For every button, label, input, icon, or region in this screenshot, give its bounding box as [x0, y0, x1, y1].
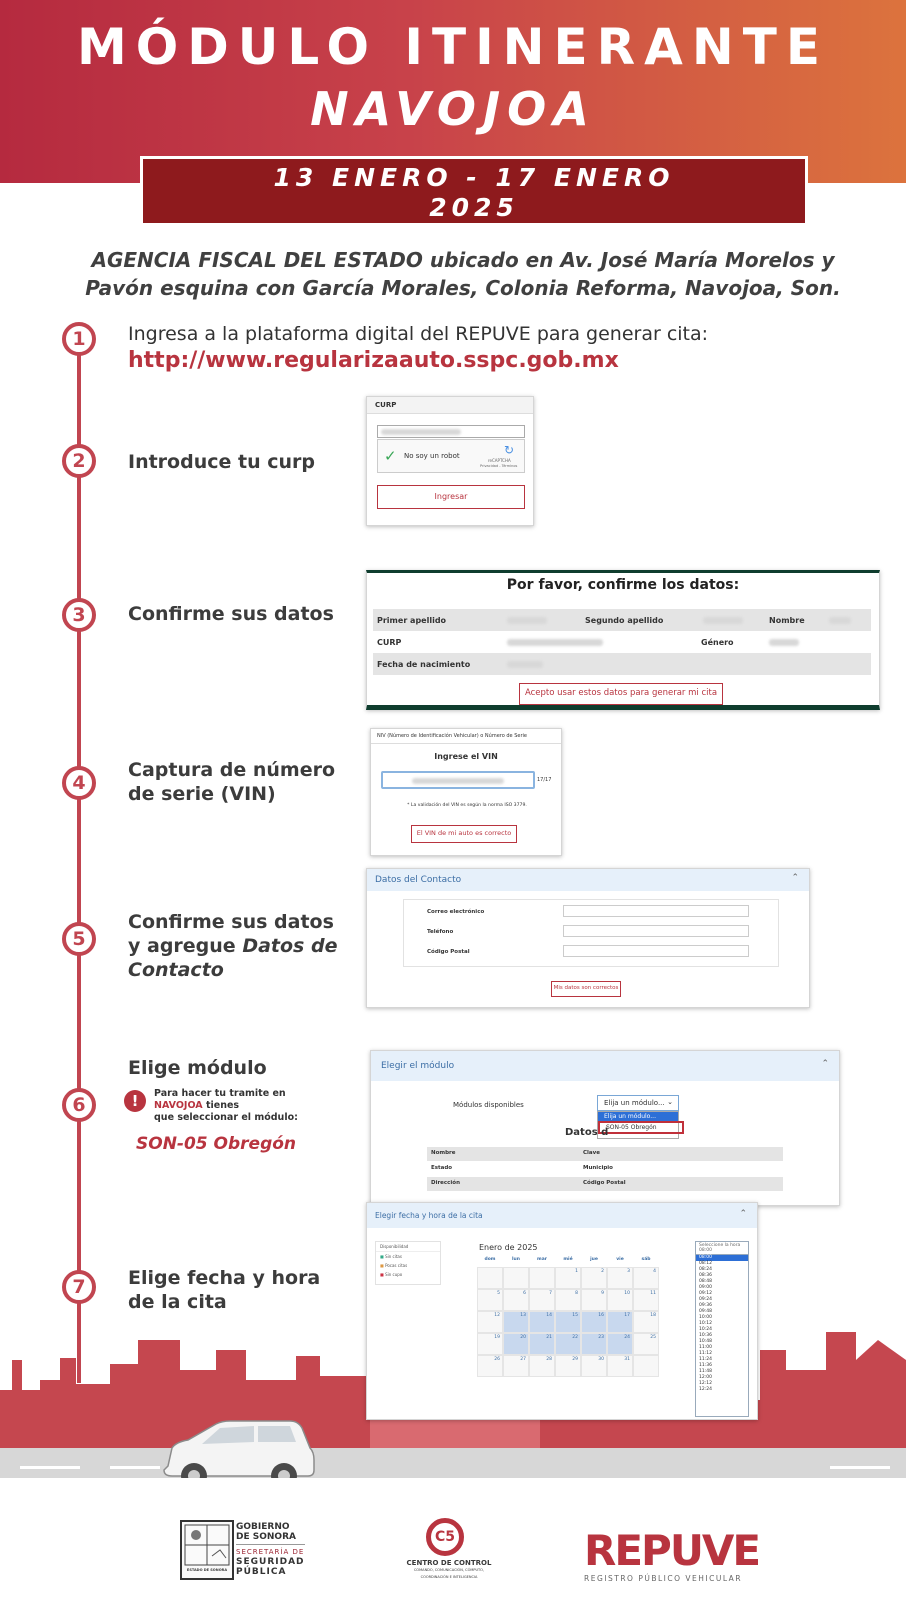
weekday-label: mié	[563, 1257, 573, 1262]
check-icon: ✓	[384, 447, 397, 465]
step-2-number: 2	[62, 444, 96, 478]
recaptcha-brand: reCAPTCHA	[488, 458, 511, 463]
confirm-data-screenshot	[366, 570, 880, 710]
step-6-text: Elige módulo	[128, 1057, 267, 1079]
step-3-number: 3	[62, 598, 96, 632]
label-fecha-nacimiento: Fecha de nacimiento	[377, 660, 471, 669]
time-option[interactable]: 09:24	[699, 1297, 712, 1302]
time-option[interactable]: 11:24	[699, 1357, 712, 1362]
legend-item-label: Pocas citas	[385, 1263, 408, 1268]
legend-dot-icon: ■	[380, 1263, 384, 1268]
calendar-day[interactable]: 30	[581, 1355, 607, 1377]
weekday-label: mar	[537, 1257, 547, 1262]
time-option[interactable]: 12:12	[699, 1381, 712, 1386]
calendar-day[interactable]: 27	[503, 1355, 529, 1377]
module-header	[371, 1051, 839, 1081]
time-selected-value: 08:00	[699, 1248, 712, 1253]
module-screenshot	[370, 1050, 840, 1206]
time-option[interactable]: 11:00	[699, 1345, 712, 1350]
legend-item	[376, 1261, 440, 1270]
collapse-icon[interactable]: ⌃	[791, 873, 799, 883]
vin-counter: 17/17	[537, 777, 552, 783]
repuve-link[interactable]: http://www.regularizaauto.sspc.gob.mx	[128, 348, 619, 373]
weekday-label: dom	[484, 1257, 496, 1262]
calendar-day[interactable]: 17	[607, 1311, 633, 1333]
calendar-day[interactable]: 15	[555, 1311, 581, 1333]
weekday-label: vie	[616, 1257, 624, 1262]
title-line-1: MÓDULO ITINERANTE	[77, 18, 829, 76]
gob-line-4: SEGURIDAD	[236, 1557, 305, 1567]
step-5-line-2	[128, 934, 337, 958]
calendar-day[interactable]: 29	[555, 1355, 581, 1377]
step-1-text: Ingresa a la plataforma digital del REPUVE para generar cita:	[128, 323, 709, 345]
label-nombre: Nombre	[769, 616, 805, 625]
postal-code-label: Código Postal	[427, 949, 470, 955]
email-label: Correo electrónico	[427, 909, 485, 915]
legend-item-label: Sin cupo	[385, 1272, 403, 1277]
calendar-day[interactable]: 12	[477, 1311, 503, 1333]
accept-data-button[interactable]: Acepto usar estos datos para generar mi cita	[519, 683, 723, 705]
step-5-text	[128, 910, 337, 982]
calendar-month: Enero de 2025	[479, 1243, 538, 1252]
time-option[interactable]: 11:48	[699, 1369, 712, 1374]
calendar-grid	[477, 1257, 659, 1397]
weekday-label: jue	[590, 1257, 598, 1262]
calendar-day[interactable]: 3	[607, 1267, 633, 1289]
calendar-day	[503, 1267, 529, 1289]
row-estado: Estado	[431, 1165, 453, 1171]
curp-input[interactable]	[377, 425, 525, 438]
time-option[interactable]: 10:12	[699, 1321, 712, 1326]
time-option[interactable]: 11:12	[699, 1351, 712, 1356]
calendar-day[interactable]: 31	[607, 1355, 633, 1377]
time-option[interactable]: 11:36	[699, 1363, 712, 1368]
phone-label: Teléfono	[427, 929, 454, 935]
module-data-title: Datos d	[565, 1127, 609, 1138]
time-option[interactable]: 10:24	[699, 1327, 712, 1332]
contact-header-label: Datos del Contacto	[375, 875, 462, 885]
module-note	[154, 1088, 298, 1124]
step-4-text	[128, 758, 335, 806]
date-year: 2025	[429, 193, 519, 222]
date-range: 13 ENERO - 17 ENERO	[273, 163, 675, 192]
calendar-week	[477, 1311, 659, 1333]
seal-caption: ESTADO DE SONORA	[186, 1568, 228, 1572]
time-option[interactable]: 08:12	[699, 1261, 712, 1266]
c5-line-1: CENTRO DE CONTROL	[406, 1559, 492, 1567]
module-select[interactable]	[597, 1095, 679, 1111]
step-4-number: 4	[62, 766, 96, 800]
time-option[interactable]: 09:00	[699, 1285, 712, 1290]
calendar-day	[529, 1267, 555, 1289]
calendar-header-label: Elegir fecha y hora de la cita	[375, 1211, 483, 1220]
collapse-icon[interactable]: ⌃	[821, 1059, 829, 1069]
vin-correct-button[interactable]: El VIN de mi auto es correcto	[411, 825, 517, 843]
legend-dot-icon: ■	[380, 1254, 384, 1259]
curp-label: CURP	[367, 397, 533, 414]
postal-code-field[interactable]	[563, 945, 749, 957]
weekday-label: lun	[512, 1257, 520, 1262]
calendar-day[interactable]: 23	[581, 1333, 607, 1355]
calendar-day[interactable]: 25	[633, 1333, 659, 1355]
vin-screenshot	[370, 728, 562, 856]
time-option[interactable]: 08:48	[699, 1279, 712, 1284]
time-option[interactable]: 12:00	[699, 1375, 712, 1380]
calendar-header	[367, 1203, 757, 1228]
step-5-line-2b: Datos de	[242, 935, 338, 957]
contact-screenshot	[366, 868, 810, 1008]
calendar-legend	[375, 1241, 441, 1285]
step-7-line-2: de la cita	[128, 1291, 227, 1313]
module-select-value: Elija un módulo...	[604, 1099, 665, 1107]
email-field[interactable]	[563, 905, 749, 917]
step-2-text: Introduce tu curp	[128, 451, 315, 473]
time-option[interactable]: 10:48	[699, 1339, 712, 1344]
sonora-seal-logo	[180, 1520, 234, 1580]
calendar-day[interactable]: 20	[503, 1333, 529, 1355]
calendar-day[interactable]: 5	[477, 1289, 503, 1311]
collapse-icon[interactable]: ⌃	[739, 1209, 747, 1219]
calendar-day[interactable]: 28	[529, 1355, 555, 1377]
calendar-day[interactable]: 26	[477, 1355, 503, 1377]
step-4-line-2: de serie (VIN)	[128, 783, 276, 805]
c5-logo: C5	[426, 1518, 464, 1556]
time-select-header	[696, 1242, 748, 1255]
module-note-line-3: que seleccionar el módulo:	[154, 1112, 298, 1123]
legend-title: Disponibilidad	[376, 1242, 440, 1252]
module-note-city: NAVOJOA	[154, 1100, 203, 1111]
legend-dot-icon: ■	[380, 1272, 384, 1277]
row-direccion: Dirección	[431, 1180, 460, 1186]
step-7-text	[128, 1266, 320, 1314]
label-primer-apellido: Primer apellido	[377, 616, 447, 625]
c5-line-2: COMANDO, COMUNICACIÓN, CÓMPUTO,	[413, 1568, 485, 1572]
label-segundo-apellido: Segundo apellido	[585, 616, 664, 625]
step-5-number: 5	[62, 922, 96, 956]
calendar-day[interactable]: 2	[581, 1267, 607, 1289]
calendar-week	[477, 1289, 659, 1311]
vin-input[interactable]	[381, 771, 535, 789]
contact-confirm-button[interactable]: Mis datos son correctos	[551, 981, 621, 997]
chevron-down-icon: ⌄	[667, 1098, 673, 1106]
c5-line-3: COORDINACIÓN E INTELIGENCIA	[420, 1575, 478, 1579]
time-select[interactable]	[695, 1241, 749, 1417]
repuve-subtitle: REGISTRO PÚBLICO VEHICULAR	[584, 1574, 743, 1583]
calendar-day[interactable]: 24	[607, 1333, 633, 1355]
row-clave: Clave	[583, 1150, 600, 1156]
step-5-line-1: Confirme sus datos	[128, 911, 334, 933]
module-note-line-1: Para hacer tu tramite en	[154, 1088, 286, 1099]
calendar-screenshot	[366, 1202, 758, 1420]
vin-note: * La validación del VIN es según la norma ISO 3779.	[407, 803, 527, 808]
contact-header	[367, 869, 809, 891]
title-line-2: NAVOJOA	[310, 82, 596, 136]
module-note-tienes: tienes	[202, 1100, 240, 1111]
step-5-line-2a: y agregue	[128, 935, 243, 957]
calendar-day[interactable]: 22	[555, 1333, 581, 1355]
alert-icon: !	[124, 1090, 146, 1112]
calendar-day[interactable]: 19	[477, 1333, 503, 1355]
row-codigo-postal: Código Postal	[583, 1180, 626, 1186]
gob-line-5: PÚBLICA	[236, 1567, 287, 1577]
time-option[interactable]: 08:24	[699, 1267, 712, 1272]
time-option[interactable]: 08:36	[699, 1273, 712, 1278]
step-3-text: Confirme sus datos	[128, 603, 334, 625]
calendar-day[interactable]: 7	[529, 1289, 555, 1311]
time-option[interactable]: 10:00	[699, 1315, 712, 1320]
module-note-line-2	[154, 1100, 298, 1112]
calendar-day	[633, 1355, 659, 1377]
weekday-header	[477, 1257, 659, 1267]
calendar-day[interactable]: 16	[581, 1311, 607, 1333]
vin-label: NIV (Número de Identificación Vehicular) o Número de Serie	[371, 729, 561, 744]
row-nombre: Nombre	[431, 1150, 456, 1156]
legend-item	[376, 1270, 440, 1279]
recaptcha-icon: ↻	[504, 443, 515, 457]
curp-screenshot	[366, 396, 534, 526]
calendar-day[interactable]: 14	[529, 1311, 555, 1333]
module-name: SON-05 Obregón	[136, 1134, 297, 1154]
repuve-logo: REPUVE	[584, 1526, 760, 1575]
module-header-label: Elegir el módulo	[381, 1061, 455, 1071]
calendar-week	[477, 1355, 659, 1377]
date-box	[140, 156, 808, 226]
time-option[interactable]: 10:36	[699, 1333, 712, 1338]
gob-line-3: SECRETARÍA DE	[236, 1544, 305, 1557]
step-1-number: 1	[62, 322, 96, 356]
time-option[interactable]: 09:36	[699, 1303, 712, 1308]
legend-item	[376, 1252, 440, 1261]
time-option[interactable]: 08:00	[696, 1255, 748, 1261]
calendar-day[interactable]: 8	[555, 1289, 581, 1311]
calendar-day[interactable]: 21	[529, 1333, 555, 1355]
recaptcha-terms: Privacidad - Términos	[480, 464, 518, 468]
gobierno-sonora-logo	[236, 1522, 305, 1577]
time-option[interactable]: 09:48	[699, 1309, 712, 1314]
calendar-day[interactable]: 10	[607, 1289, 633, 1311]
calendar-day[interactable]: 6	[503, 1289, 529, 1311]
calendar-day[interactable]: 9	[581, 1289, 607, 1311]
captcha-label: No soy un robot	[404, 452, 460, 460]
label-genero: Género	[701, 638, 734, 647]
step-5-line-3: Contacto	[128, 959, 224, 981]
module-option-2[interactable]: SON-05 Obregón	[598, 1121, 684, 1134]
label-curp: CURP	[377, 638, 402, 647]
module-select-label: Módulos disponibles	[453, 1101, 524, 1109]
step-7-number: 7	[62, 1270, 96, 1304]
calendar-week	[477, 1333, 659, 1355]
calendar-day[interactable]: 18	[633, 1311, 659, 1333]
step-7-line-1: Elige fecha y hora	[128, 1267, 321, 1289]
calendar-week	[477, 1267, 659, 1289]
calendar-day[interactable]: 1	[555, 1267, 581, 1289]
calendar-day[interactable]: 11	[633, 1289, 659, 1311]
step-4-line-1: Captura de número	[128, 759, 336, 781]
time-list	[696, 1255, 748, 1393]
confirm-title: Por favor, confirme los datos:	[506, 577, 740, 593]
row-municipio: Municipio	[583, 1165, 613, 1171]
time-option[interactable]: 12:24	[699, 1387, 712, 1392]
gob-line-1: GOBIERNO	[236, 1522, 290, 1532]
timeline-line	[77, 338, 81, 1383]
shield-icon	[182, 1522, 232, 1568]
legend-item-label: Sin citas	[385, 1254, 402, 1259]
weekday-label: sáb	[641, 1257, 651, 1262]
calendar-day	[477, 1267, 503, 1289]
ingresar-button[interactable]: Ingresar	[377, 485, 525, 509]
step-6-number: 6	[62, 1088, 96, 1122]
time-header-label: Seleccione la hora	[699, 1243, 741, 1248]
time-option[interactable]: 09:12	[699, 1291, 712, 1296]
module-option-1[interactable]: Elija un módulo...	[598, 1112, 678, 1121]
phone-field[interactable]	[563, 925, 749, 937]
module-dropdown-list	[597, 1111, 679, 1139]
c5-text	[396, 1560, 502, 1581]
recaptcha-box[interactable]	[377, 439, 525, 473]
calendar-day[interactable]: 13	[503, 1311, 529, 1333]
gob-line-2: DE SONORA	[236, 1532, 296, 1542]
address-text: AGENCIA FISCAL DEL ESTADO ubicado en Av. José María Morelos y Pavón esquina con García Morales, Colonia Reforma, Navojoa, Son.	[85, 248, 841, 300]
calendar-day[interactable]: 4	[633, 1267, 659, 1289]
vin-title: Ingrese el VIN	[434, 752, 498, 761]
